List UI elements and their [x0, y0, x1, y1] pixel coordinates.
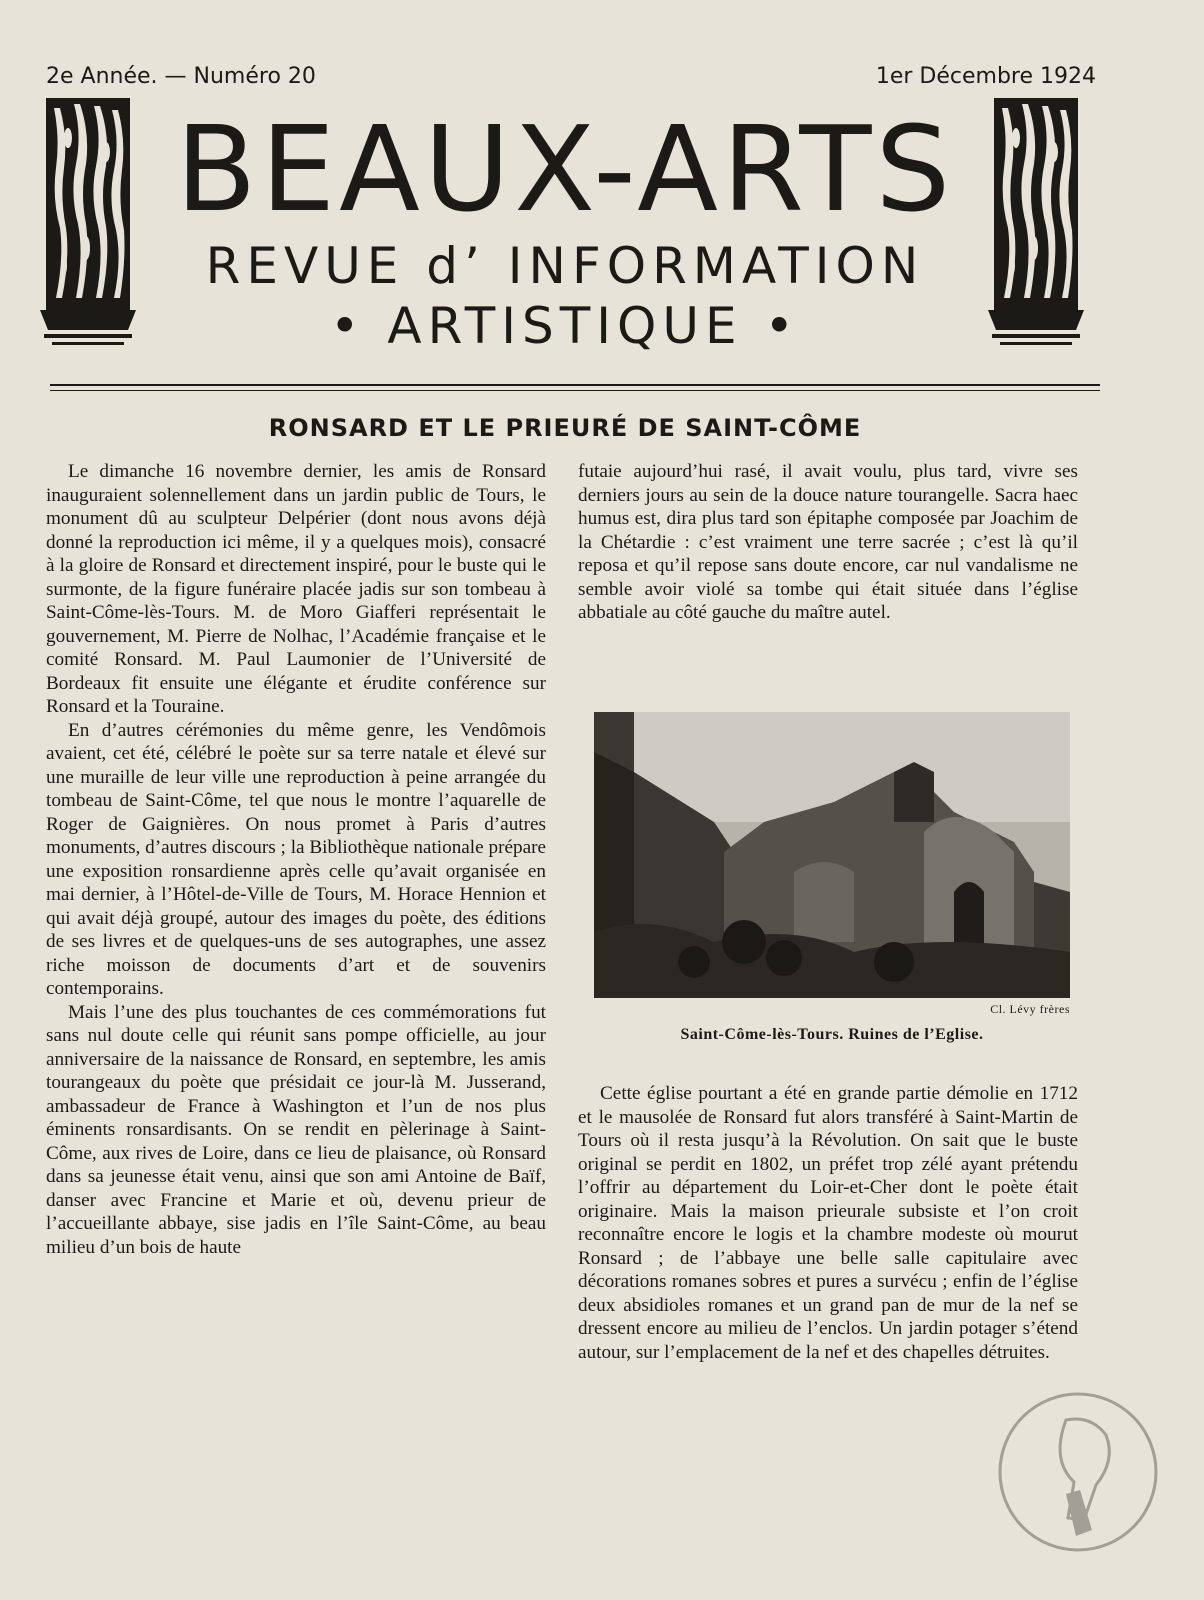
paragraph: Le dimanche 16 novembre dernier, les amis de Ronsard inauguraient solennellement dans un jardin public de Tours, le monument dû au sculpteur Delpérier (dont nous avons déjà donné la reproduction ici même, il y a quelques mois), consacré à la gloire de Ronsard et directement inspiré, pour le buste qui le surmonte, de la figure funéraire placée jadis sur son tombeau à Saint-Côme-lès-Tours. M. de Moro Giafferi représentait le gouvernement, M. Pierre de Nolhac, l’Académie française et le comité Ronsard. M. Paul Laumonier de l’Université de Bordeaux fit ensuite une élégante et érudite conférence sur Ronsard et la Touraine. — [46, 461, 546, 717]
paragraph: futaie aujourd’hui rasé, il avait voulu, plus tard, vivre ses derniers jours au sein de la douce nature tourangelle. Sacra haec humus est, dira plus tard son épitaphe composée par Joachim de la Chétardie : c’est vraiment une terre sacrée ; c’est là qu’il reposa et qu’il repose sans doute encore, car nul vandalisme ne semble avoir violé sa tombe qui était située dans l’église abbatiale au côté gauche du maître autel. — [578, 461, 1078, 623]
right-ornament-icon — [988, 98, 1084, 358]
right-column-top — [578, 460, 1078, 625]
masthead-subtitle-2: • ARTISTIQUE • — [330, 297, 800, 355]
paragraph: Cette église pourtant a été en grande partie démolie en 1712 et le mausolée de Ronsard fut alors transféré à Saint-Martin de Tours où il resta jusqu’à la Révolution. On sait que le buste original se perdit en 1802, un préfet trop zélé ayant prétendu l’offrir au département du Loir-et-Cher dont le poète était originaire. Mais la maison prieurale subsiste et l’on croit reconnaître encore le logis et la chambre modeste où mourut Ronsard ; de l’abbaye une belle salle capitulaire avec décorations romanes sobres et pures a survécu ; enfin de l’église deux absidioles romanes et un grand pan de mur de la nef se dressent encore au milieu de l’enclos. Un jardin potager s’étend autour, sur l’emplacement de la nef et des chapelles détruites. — [578, 1083, 1078, 1363]
left-column — [46, 460, 546, 1259]
header-rule-thin — [50, 390, 1100, 391]
masthead-title: BEAUX-ARTS — [175, 100, 955, 238]
masthead-subtitle-1: REVUE d’ INFORMATION — [205, 237, 925, 295]
issue-date: 1er Décembre 1924 — [875, 64, 1096, 89]
paragraph: En d’autres cérémonies du même genre, les Vendômois avaient, cet été, célébré le poète sur sa terre natale et élevé sur une muraille de leur ville une reproduction à peine arrangée du tombeau de Saint-Côme, tel que nous le montre l’aquarelle de Roger de Gaignières. On nous promet à Paris d’autres monuments, d’autres discours ; la Bibliothèque nationale prépare une exposition ronsardienne après celle qu’avait organisée en mai dernier, à l’Hôtel-de-Ville de Tours, M. Horace Hennion et qui avait déjà groupé, autour des images du poète, des éditions de ses livres et de quelques-uns de ses autographes, une assez riche moisson de documents d’art et de souvenirs contemporains. — [46, 719, 546, 999]
article-title: RONSARD ET LE PRIEURÉ DE SAINT-CÔME — [268, 414, 862, 442]
paragraph: Mais l’une des plus touchantes de ces commémorations fut sans nul doute celle qui réunit sans pompe officielle, au jour anniversaire de la naissance de Ronsard, en septembre, les amis tourangeaux du poète que présidait ce jour-là M. Jusserand, ambassadeur de France à Washington et l’un de nos plus éminents ronsardisants. On se rendit en pèlerinage à Saint-Côme, aux rives de Loire, dans ce lieu de plaisance, où Ronsard dans sa jeunesse était venu, ainsi que son ami Antoine de Baïf, danser avec Francine et Marie et où, devenu prieur de l’accueillante abbaye, sise jadis en l’île Saint-Côme, au beau milieu d’un bois de haute — [46, 1001, 546, 1258]
issue-line — [46, 64, 1096, 98]
library-stamp-icon — [996, 1390, 1160, 1554]
church-ruins-photo — [594, 712, 1070, 998]
photo-credit: Cl. Lévy frères — [990, 1002, 1070, 1016]
left-ornament-icon — [40, 98, 136, 358]
photo-caption: Saint-Côme-lès-Tours. Ruines de l’Eglise. — [680, 1026, 984, 1043]
issue-number: 2e Année. — Numéro 20 — [46, 64, 316, 89]
right-column-bottom — [578, 1082, 1078, 1364]
header-rule — [50, 384, 1100, 386]
